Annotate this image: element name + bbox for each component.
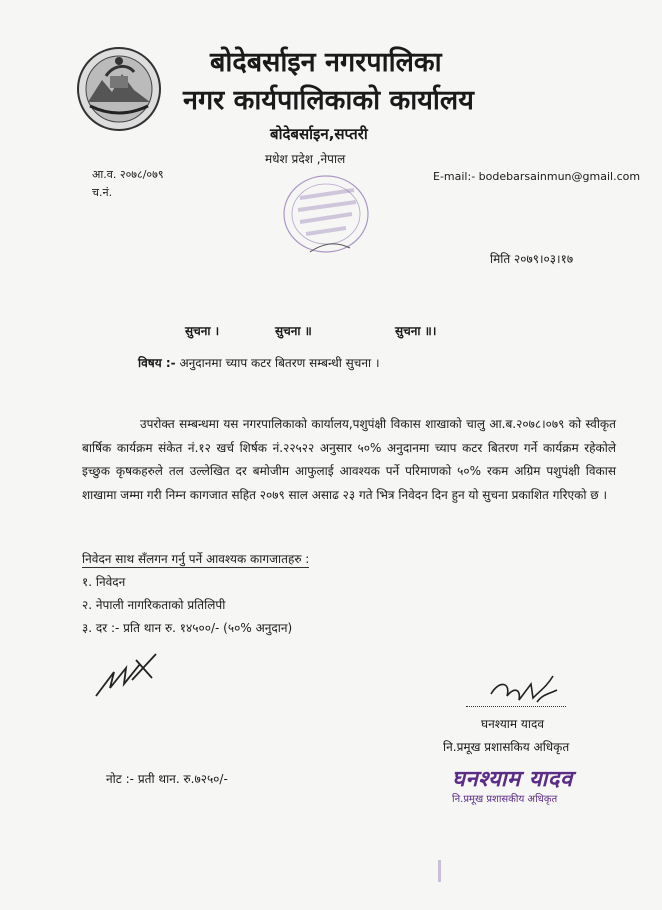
- signature-line: [466, 706, 566, 707]
- name-stamp: घनश्याम यादव: [452, 767, 573, 792]
- nepal-emblem-seal: [76, 46, 162, 132]
- notice-body: उपरोक्त सम्बन्धमा यस नगरपालिकाको कार्यालय,पशुपंक्षी विकास शाखाको चालु आ.ब.२०७८।०७९ को स्वीकृत बार्षिक कार्यक्रम संकेत नं.१२ खर्च शिर्षक नं.२२५२२ अनुसार ५०% अनुदानमा च्याप कटर बितरण गर्ने कार्यक्रम रहेकोले इच्छुक कृषकहरुले तल उल्लेखित दर बमोजीम आफुलाई आवश्यक पर्ने परिमाणको ५०% रकम अग्रिम पशुपंक्षी विकास शाखामा जम्मा गरी निम्न कागजात सहित २०७९ साल असाढ २३ गते भित्र निवेदन दिन हुन यो सुचना प्रकाशित गरिएको छ ।: [82, 417, 616, 502]
- ref-number: च.नं.: [92, 186, 113, 199]
- document-item: ३. दर :- प्रति थान रु. १४५००/- (५०% अनुदान): [82, 621, 293, 635]
- document-item: १. निवेदन: [82, 575, 126, 589]
- subject-text: अनुदानमा च्याप कटर बितरण सम्बन्धी सुचना ।: [179, 356, 380, 370]
- subject-line: [138, 354, 380, 371]
- address-line-2: मधेश प्रदेश ,नेपाल: [265, 152, 346, 166]
- notice-heading-3: सुचना ॥।: [395, 324, 437, 338]
- office-stamp: [280, 168, 372, 260]
- signatory-title: नि.प्रमूख प्रशासकिय अधिकृत: [443, 740, 570, 754]
- address-line-1: बोदेबर्साइन,सप्तरी: [270, 125, 368, 143]
- stamp-mark: [438, 860, 441, 882]
- document-item: २. नेपाली नागरिकताको प्रतिलिपी: [82, 598, 226, 612]
- subject-label: विषय :-: [138, 356, 176, 370]
- municipality-title: बोदेबर्साइन नगरपालिका: [210, 47, 442, 78]
- notice-date: मिति २०७९।०३।१७: [490, 252, 574, 266]
- notice-heading-2: सुचना ॥: [275, 324, 312, 338]
- fiscal-year: आ.व. २०७८/०७९: [92, 168, 164, 181]
- email-address: E-mail:- bodebarsainmun@gmail.com: [433, 170, 641, 183]
- signatory-name: घनश्याम यादव: [481, 717, 545, 731]
- title-stamp: नि.प्रमूख प्रशासकीय अधिकृत: [452, 794, 558, 805]
- notice-heading-1: सुचना ।: [185, 324, 220, 338]
- initials-signature: [92, 650, 162, 700]
- office-title: नगर कार्यपालिकाको कार्यालय: [183, 85, 474, 116]
- documents-heading: निवेदन साथ सँलगन गर्नु पर्ने आवश्यक कागजातहरु :: [82, 552, 310, 566]
- note: नोट :- प्रती थान. रु.७२५०/-: [106, 772, 228, 786]
